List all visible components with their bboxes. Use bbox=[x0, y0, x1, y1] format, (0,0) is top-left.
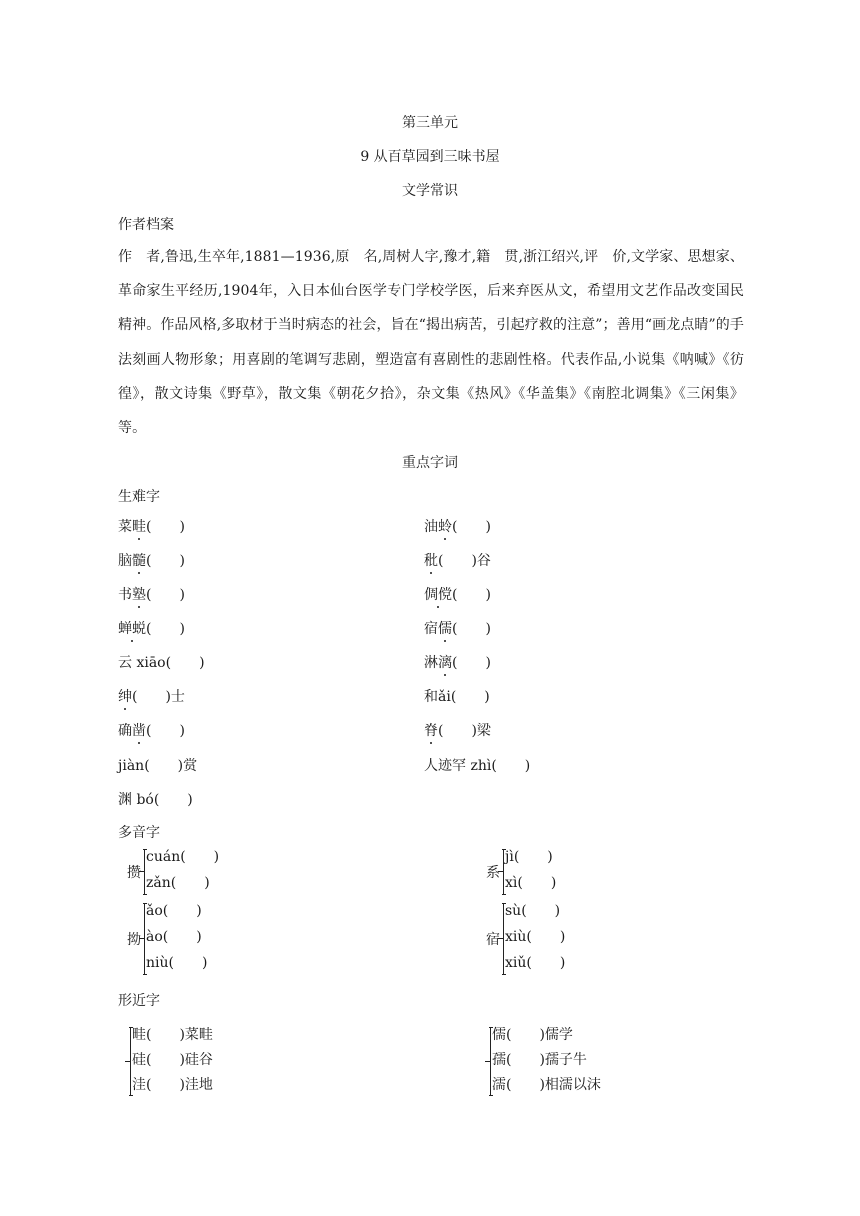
rare-char-prefix: 淋 bbox=[424, 655, 438, 671]
polyphone-reading: cuán( ) bbox=[146, 849, 220, 865]
author-profile-paragraph: 作 者,鲁迅,生卒年,1881—1936,原 名,周树人字,豫才,籍 贯,浙江绍兴,评 价,文学家、思想家、革命家生平经历,1904年，入日本仙台医学专门学校学医，后来弃医从文，希望用文艺作品改变国民精神。作品风格,多取材于当时病态的社会，旨在“揭出病苦，引起疗救的注意”；善用“画龙点睛”的手法刻画人物形象；用喜剧的笔调写悲剧，塑造富有喜剧性的悲剧性格。代表作品,小说集《呐喊》《彷徨》，散文诗集《野草》，散文集《朝花夕拾》，杂文集《热风》《华盖集》《南腔北调集》《三闲集》等。 bbox=[118, 249, 744, 437]
rare-char-suffix: ( ) bbox=[146, 723, 185, 739]
polyphone-reading: xiǔ( ) bbox=[505, 955, 566, 971]
rare-char-suffix: ( ) bbox=[146, 621, 185, 637]
unit-title: 第三单元 bbox=[402, 115, 458, 131]
polyphone-char: 拗 bbox=[127, 932, 141, 948]
rare-char-item bbox=[118, 755, 197, 775]
rare-char-prefix: 云 xiāo bbox=[118, 655, 166, 671]
polyphone-reading: xiù( ) bbox=[505, 929, 566, 945]
rare-char-prefix: 渊 bó bbox=[118, 792, 154, 808]
rare-char-item bbox=[118, 789, 193, 809]
polyphone-reading: ǎo( ) bbox=[146, 903, 202, 919]
similar-char-item: 儒( )儒学 bbox=[492, 1027, 573, 1043]
rare-char-suffix: ( ) bbox=[146, 519, 185, 535]
rare-char-suffix: ( ) bbox=[452, 655, 491, 671]
rare-char-item bbox=[118, 584, 185, 604]
rare-char-target: 蝉蜕 bbox=[118, 618, 146, 638]
rare-char-prefix: 菜 bbox=[118, 519, 132, 535]
rare-char-suffix: ( )赏 bbox=[144, 758, 198, 774]
similar-char-item: 濡( )相濡以沫 bbox=[492, 1077, 601, 1093]
polyphone-reading: zǎn( ) bbox=[146, 875, 210, 891]
rare-char-target: 脊 bbox=[424, 720, 438, 740]
polyphone-char: 宿 bbox=[486, 932, 500, 948]
brace-tip bbox=[139, 871, 144, 872]
section-heading-key-words: 重点字词 bbox=[402, 455, 458, 471]
brace-tip bbox=[125, 1061, 130, 1062]
author-file-heading: 作者档案 bbox=[118, 217, 174, 233]
rare-chars-heading: 生难字 bbox=[118, 489, 160, 505]
rare-char-suffix: ( ) bbox=[146, 587, 185, 603]
rare-char-suffix: ( )士 bbox=[132, 689, 185, 705]
rare-char-item bbox=[118, 720, 185, 740]
rare-char-suffix: ( ) bbox=[146, 553, 185, 569]
similar-char-item: 硅( )硅谷 bbox=[132, 1052, 213, 1068]
rare-char-target: 凿 bbox=[132, 720, 146, 740]
rare-char-target: 畦 bbox=[132, 516, 146, 536]
rare-char-item bbox=[424, 618, 491, 638]
rare-char-item bbox=[118, 686, 185, 706]
rare-char-prefix: 和ǎi bbox=[424, 689, 451, 705]
rare-char-item bbox=[118, 618, 185, 638]
rare-char-target: 漓 bbox=[438, 652, 452, 672]
rare-char-suffix: ( )谷 bbox=[438, 553, 491, 569]
rare-char-target: 髓 bbox=[132, 550, 146, 570]
polyphone-reading: niù( ) bbox=[146, 955, 208, 971]
rare-char-suffix: ( ) bbox=[452, 587, 491, 603]
similar-char-item: 孺( )孺子牛 bbox=[492, 1052, 587, 1068]
rare-char-prefix: 油 bbox=[424, 519, 438, 535]
rare-char-prefix: 确 bbox=[118, 723, 132, 739]
rare-char-suffix: ( ) bbox=[452, 621, 491, 637]
lesson-title: 9 从百草园到三味书屋 bbox=[360, 149, 500, 165]
rare-char-item bbox=[424, 686, 490, 706]
brace-tip bbox=[139, 938, 144, 939]
rare-char-target: 塾 bbox=[132, 584, 146, 604]
rare-char-suffix: ( )梁 bbox=[438, 723, 491, 739]
rare-char-target: 蛉 bbox=[438, 516, 452, 536]
rare-char-item bbox=[424, 755, 530, 775]
polyphone-char: 攒 bbox=[127, 865, 141, 881]
similar-char-item: 洼( )洼地 bbox=[132, 1077, 213, 1093]
rare-char-suffix: ( ) bbox=[491, 758, 531, 774]
rare-char-target: 秕 bbox=[424, 550, 438, 570]
rare-char-item bbox=[424, 584, 491, 604]
polyphone-reading: jì( ) bbox=[505, 849, 553, 865]
rare-char-suffix: ( ) bbox=[452, 519, 491, 535]
similar-char-item: 畦( )菜畦 bbox=[132, 1027, 213, 1043]
brace-tip bbox=[485, 1061, 490, 1062]
rare-char-target: 倜傥 bbox=[424, 584, 452, 604]
rare-char-item bbox=[424, 550, 491, 570]
rare-char-item bbox=[118, 550, 185, 570]
rare-char-suffix: ( ) bbox=[165, 655, 205, 671]
rare-char-prefix: 人迹罕 zhì bbox=[424, 758, 492, 774]
rare-char-suffix: ( ) bbox=[153, 792, 193, 808]
rare-char-item bbox=[118, 652, 205, 672]
similar-chars-heading: 形近字 bbox=[118, 993, 160, 1009]
rare-char-suffix: ( ) bbox=[450, 689, 490, 705]
section-heading-literature: 文学常识 bbox=[402, 183, 458, 199]
rare-char-item bbox=[424, 516, 491, 536]
rare-char-prefix: 脑 bbox=[118, 553, 132, 569]
polyphone-reading: sù( ) bbox=[505, 903, 561, 919]
rare-char-prefix: 宿 bbox=[424, 621, 438, 637]
rare-char-prefix: jiàn bbox=[118, 758, 145, 774]
brace-tip bbox=[498, 871, 503, 872]
polyphone-heading: 多音字 bbox=[118, 825, 160, 841]
rare-char-prefix: 书 bbox=[118, 587, 132, 603]
rare-char-item bbox=[118, 516, 185, 536]
brace-tip bbox=[498, 938, 503, 939]
polyphone-reading: xì( ) bbox=[505, 875, 557, 891]
rare-char-item bbox=[424, 652, 491, 672]
polyphone-char: 系 bbox=[486, 865, 500, 881]
rare-char-target: 儒 bbox=[438, 618, 452, 638]
rare-char-item bbox=[424, 720, 491, 740]
rare-char-target: 绅 bbox=[118, 686, 132, 706]
polyphone-reading: ào( ) bbox=[146, 929, 202, 945]
